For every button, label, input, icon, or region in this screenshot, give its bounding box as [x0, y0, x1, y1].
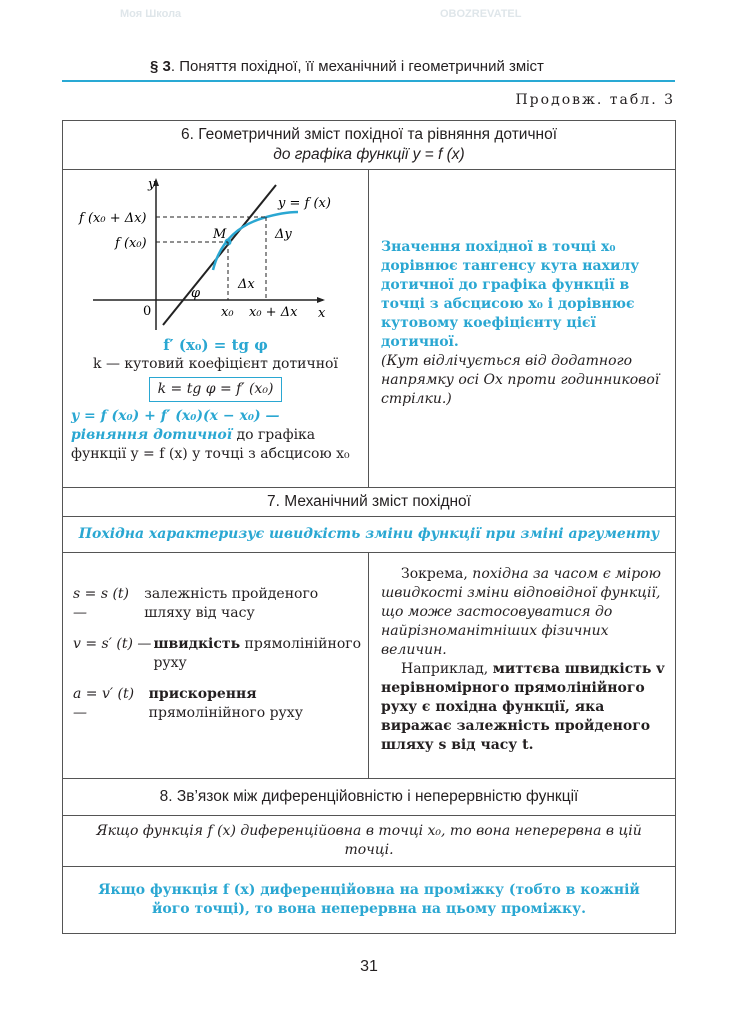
geometric-meaning: Значення похідної в точці x₀ дорівнює тангенсу кута нахилу дотичної до графіка функції в точці з абсцисою x₀ і дорівнює кутовому коефіцієнту цієї дотичної. — [381, 239, 640, 350]
svg-text:M: M — [213, 227, 227, 242]
s7-right: Зокрема, похідна за часом є мірою швидкості зміни відповідної функції, що може застосовуватися до найрізноманітніших фізичних величин. Наприклад, миттєва швидкість v нерівномірного прямолінійного руху є похідна функції, яка виражає залежність пройденого шляху s від часу t. — [369, 553, 676, 779]
motion-row: s = s (t) — залежність пройденого шляху від часу — [73, 586, 319, 621]
header-rule — [62, 80, 675, 82]
svg-text:Δy: Δy — [275, 227, 292, 242]
svg-text:x: x — [318, 306, 326, 321]
summary-table — [62, 120, 676, 934]
svg-text:y = f (x): y = f (x) — [278, 196, 331, 211]
section-title: . Поняття похідної, її механічний і геометричний зміст — [170, 58, 544, 75]
motion-row: a = v′ (t) — прискорення прямолінійного руху — [73, 686, 303, 721]
page-number: 31 — [360, 958, 378, 975]
s7-band: Похідна характеризує швидкість зміни функції при зміні аргументу — [63, 517, 676, 553]
motion-row: v = s′ (t) — швидкість прямолінійного руху — [73, 636, 362, 671]
continuation-label: Продовж. табл. 3 — [515, 92, 675, 108]
svg-text:f (x₀): f (x₀) — [115, 236, 147, 251]
k-formula-box: k = tg φ = f′ (x₀) — [149, 377, 283, 402]
svg-text:0: 0 — [143, 304, 152, 319]
s6-left — [63, 170, 369, 488]
tangent-graph — [63, 170, 363, 330]
section-number: § 3 — [150, 58, 171, 75]
s7-left — [63, 553, 369, 779]
svg-text:f (x₀ + Δx): f (x₀ + Δx) — [79, 211, 147, 226]
svg-text:x₀ + Δx: x₀ + Δx — [249, 305, 298, 320]
tangent-equation: y = f (x₀) + f′ (x₀)(x − x₀) — рівняння дотичної до графіка функції y = f (x) у точці з абсцисою x₀ — [71, 408, 350, 462]
s6-title: 6. Геометричний зміст похідної та рівняння дотичної до графіка функції y = f (x) — [63, 121, 676, 170]
k-description: k — кутовий коефіцієнт дотичної — [93, 356, 338, 372]
s6-right — [369, 170, 676, 488]
s8-statement-point: Якщо функція f (x) диференційовна в точці x₀, то вона неперервна в цій точці. — [63, 816, 676, 867]
watermark: Моя Школа — [120, 8, 182, 20]
s8-statement-interval: Якщо функція f (x) диференційовна на проміжку (тобто в кожній його точці), то вона неперервна на цьому проміжку. — [63, 867, 676, 934]
svg-text:φ: φ — [191, 286, 201, 301]
s8-title: 8. Зв’язок між диференційовністю і неперервністю функції — [63, 779, 676, 816]
running-header — [150, 58, 544, 75]
angle-note: (Кут відлічується від додатного напрямку осі Ox проти годинникової стрілки.) — [381, 353, 660, 407]
watermark: OBOZREVATEL — [440, 8, 522, 20]
svg-text:y: y — [148, 177, 156, 192]
s7-title: 7. Механічний зміст похідної — [63, 488, 676, 517]
svg-text:Δx: Δx — [238, 277, 255, 292]
svg-text:x₀: x₀ — [221, 305, 234, 320]
derivative-formula: f′ (x₀) = tg φ — [163, 336, 268, 354]
